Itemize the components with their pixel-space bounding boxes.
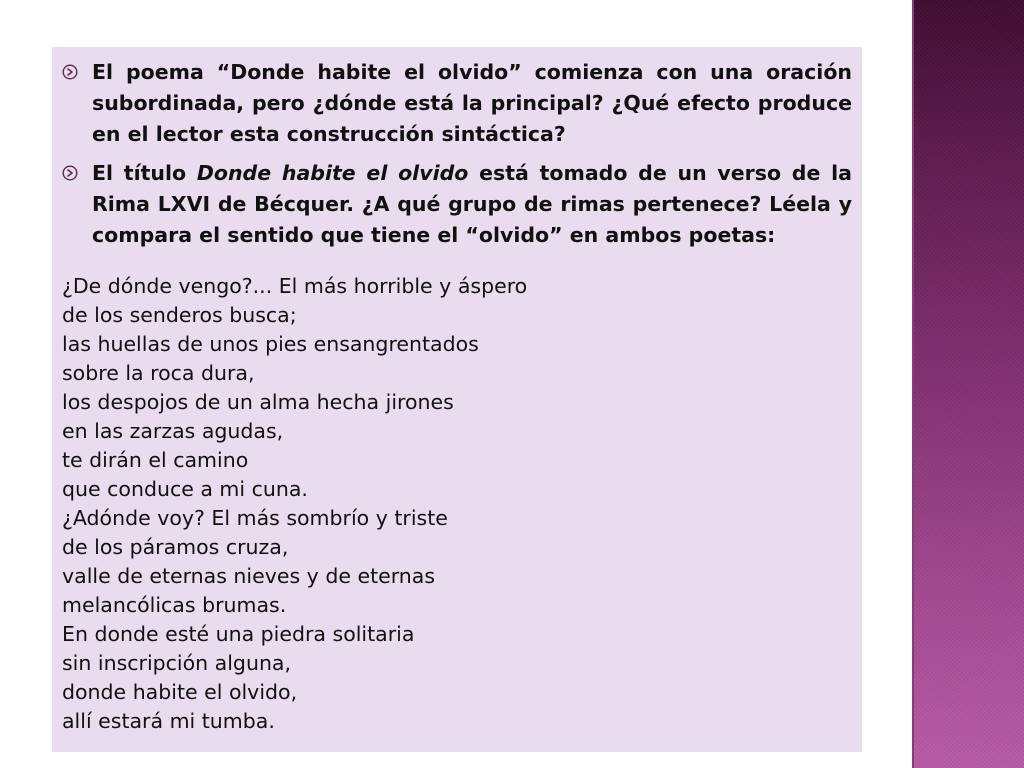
decorative-side-band <box>912 0 1024 768</box>
bullet-text-after: está tomado de un verso de la Rima LXVI de Bécquer. ¿A qué grupo de rimas pertenece? Léela y compara el sentido que tiene el “olvido” en ambos poetas: <box>92 161 852 247</box>
bullet-text-before: El título <box>92 161 197 185</box>
title-italic: Donde habite el olvido <box>196 161 469 185</box>
poem-line: de los senderos busca; <box>62 303 297 327</box>
poem-line: donde habite el olvido, <box>62 680 298 704</box>
circle-arrow-icon <box>62 165 78 181</box>
bullet-question-1 <box>62 57 852 150</box>
bullet-text: El poema “Donde habite el olvido” comienza con una oración subordinada, pero ¿dónde está la principal? ¿Qué efecto produce en el lector esta construcción sintáctica? <box>92 60 852 146</box>
poem <box>62 272 852 736</box>
poem-line: que conduce a mi cuna. <box>62 477 308 501</box>
poem-line: ¿Adónde voy? El más sombrío y triste <box>62 506 448 530</box>
poem-line: en las zarzas agudas, <box>62 419 284 443</box>
poem-line: te dirán el camino <box>62 448 249 472</box>
poem-line: los despojos de un alma hecha jirones <box>62 390 454 414</box>
circle-arrow-icon <box>62 64 78 80</box>
bullet-question-2 <box>62 158 852 251</box>
poem-line: las huellas de unos pies ensangrentados <box>62 332 479 356</box>
poem-line: En donde esté una piedra solitaria <box>62 622 415 646</box>
poem-line: sobre la roca dura, <box>62 361 255 385</box>
poem-line: de los páramos cruza, <box>62 535 289 559</box>
poem-line: valle de eternas nieves y de eternas <box>62 564 436 588</box>
poem-line: allí estará mi tumba. <box>62 709 275 733</box>
poem-line: melancólicas brumas. <box>62 593 287 617</box>
poem-line: ¿De dónde vengo?... El más horrible y áspero <box>62 274 528 298</box>
content-box <box>52 47 862 752</box>
poem-line: sin inscripción alguna, <box>62 651 292 675</box>
